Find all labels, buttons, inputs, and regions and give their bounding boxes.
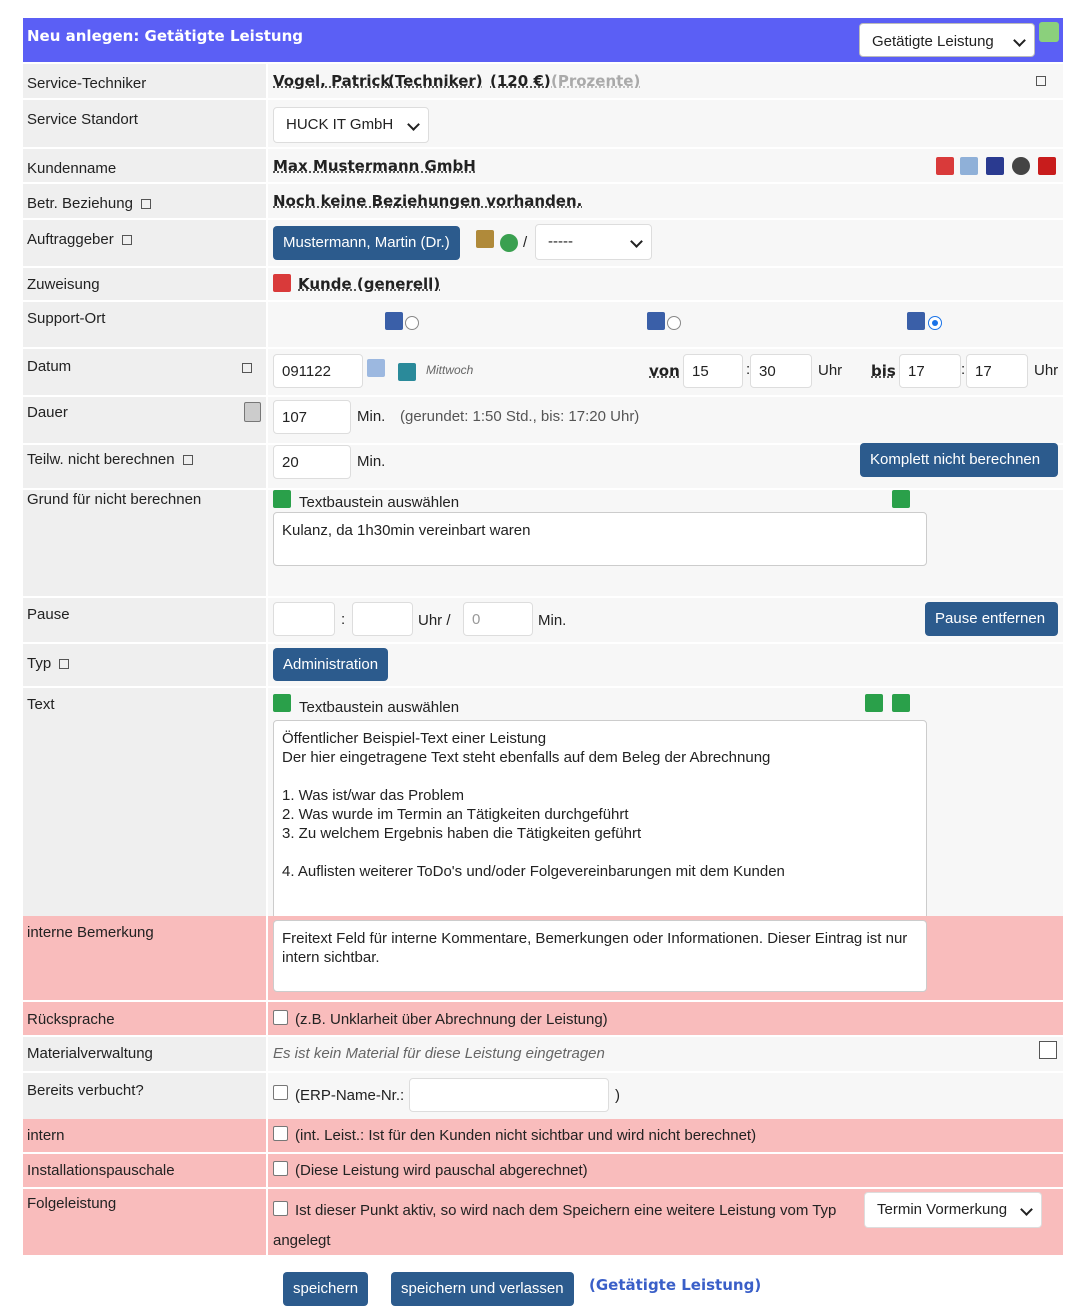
edit-icon[interactable] xyxy=(892,694,910,712)
support-ort-onsite-radio[interactable] xyxy=(667,316,681,330)
text-textbaustein[interactable]: Textbaustein auswählen xyxy=(299,699,460,716)
support-ort-remote-radio[interactable] xyxy=(928,316,942,330)
row-kunde xyxy=(23,149,1063,182)
dauer-input[interactable]: 107 xyxy=(273,400,351,434)
label-ruecksprache: Rücksprache xyxy=(27,1011,115,1028)
verbucht-checkbox[interactable] xyxy=(273,1085,288,1100)
interne-bemerkung-textarea[interactable]: Freitext Feld für interne Kommentare, Bemerkungen oder Informationen. Dieser Eintrag ist nur intern sichtbar. xyxy=(273,920,927,992)
bis-label: bis xyxy=(871,362,896,380)
label-text: Text xyxy=(27,696,55,713)
label-pause: Pause xyxy=(27,606,70,623)
address-book-icon[interactable] xyxy=(476,230,494,248)
verbucht-suffix: ) xyxy=(615,1087,620,1104)
von-label: von xyxy=(649,362,680,380)
label-interne-bemerkung: interne Bemerkung xyxy=(27,924,154,941)
folgeleistung-text2: angelegt xyxy=(273,1232,331,1249)
text-textarea[interactable]: Öffentlicher Beispiel-Text einer Leistung Der hier eingetragene Text steht ebenfalls auf dem Beleg der Abrechnung 1. Was ist/war das Problem 2. Was wurde im Termin an Tätigkeiten durchgeführt 3. Zu welchem Ergebnis haben die Tätigkeiten geführt 4. Auflisten weiterer ToDo's und/oder Folgevereinbarungen mit dem Kunden xyxy=(273,720,927,920)
check-icon[interactable] xyxy=(865,694,883,712)
row-datum xyxy=(23,349,1063,395)
edit-icon[interactable] xyxy=(892,490,910,508)
row-beziehung xyxy=(23,184,1063,218)
label-datum: Datum xyxy=(27,358,72,375)
label-teilw xyxy=(27,451,193,468)
collapse-icon[interactable] xyxy=(183,455,193,465)
auftraggeber-button[interactable]: Mustermann, Martin (Dr.) xyxy=(273,226,460,260)
pause-hour-input[interactable] xyxy=(273,602,335,636)
label-typ-text: Typ xyxy=(27,655,52,672)
row-typ xyxy=(23,644,1063,686)
collapse-icon[interactable] xyxy=(59,659,69,669)
expand-icon[interactable] xyxy=(242,363,252,373)
zuweisung-link[interactable]: Kunde (generell) xyxy=(298,275,441,293)
bis-uhr: Uhr xyxy=(1034,362,1059,379)
folgeleistung-text: Ist dieser Punkt aktiv, so wird nach dem Speichern eine weitere Leistung vom Typ xyxy=(295,1202,837,1219)
label-verbucht: Bereits verbucht? xyxy=(27,1082,144,1099)
verbucht-prefix: (ERP-Name-Nr.: xyxy=(295,1087,405,1104)
label-beziehung xyxy=(27,195,151,212)
row-pause xyxy=(23,598,1063,642)
settings-icon[interactable] xyxy=(1039,22,1059,42)
kunde-link[interactable]: Max Mustermann GmbH xyxy=(273,157,476,175)
label-intern: intern xyxy=(27,1127,65,1144)
calendar-icon[interactable] xyxy=(367,359,385,377)
grund-textbaustein[interactable]: Textbaustein auswählen xyxy=(299,494,460,511)
komplett-nicht-berechnen-button[interactable]: Komplett nicht berechnen xyxy=(860,443,1058,477)
support-ort-home-radio[interactable] xyxy=(405,316,419,330)
bis-minute-input[interactable]: 17 xyxy=(966,354,1028,388)
label-dauer: Dauer xyxy=(27,404,68,421)
ruecksprache-text: (z.B. Unklarheit über Abrechnung der Leistung) xyxy=(295,1011,608,1028)
calculator-icon[interactable] xyxy=(244,402,261,422)
techniker-role[interactable]: (Techniker) xyxy=(388,72,483,90)
erp-number-input[interactable] xyxy=(409,1078,609,1112)
teilw-unit: Min. xyxy=(357,453,386,470)
separator-slash: / xyxy=(523,234,528,251)
pause-entfernen-button[interactable]: Pause entfernen xyxy=(925,602,1058,636)
row-support-ort xyxy=(23,302,1063,347)
folgeleistung-select[interactable] xyxy=(864,1192,1042,1228)
pauschale-checkbox[interactable] xyxy=(273,1161,288,1176)
von-uhr: Uhr xyxy=(818,362,843,379)
von-hour-input[interactable]: 15 xyxy=(683,354,743,388)
weekday-text: Mittwoch xyxy=(426,363,474,377)
datum-input[interactable]: 091122 xyxy=(273,354,363,388)
grund-textarea[interactable]: Kulanz, da 1h30min vereinbart waren xyxy=(273,512,927,566)
textbaustein-icon[interactable] xyxy=(273,694,291,712)
chevron-down-icon xyxy=(407,118,420,131)
pause-minute-input[interactable] xyxy=(352,602,413,636)
leistung-form xyxy=(23,18,1063,1297)
calendar-icon[interactable] xyxy=(960,157,978,175)
chevron-down-icon xyxy=(630,235,643,248)
auftraggeber-select-value: ----- xyxy=(548,233,573,250)
standort-select[interactable] xyxy=(273,107,429,143)
row-teilw xyxy=(23,445,1063,488)
building-icon[interactable] xyxy=(1038,157,1056,175)
leistung-link[interactable]: (Getätigte Leistung) xyxy=(589,1276,762,1294)
label-folgeleistung: Folgeleistung xyxy=(27,1195,117,1212)
intern-checkbox[interactable] xyxy=(273,1126,288,1141)
label-standort: Service Standort xyxy=(27,111,138,128)
folgeleistung-select-value: Termin Vormerkung xyxy=(877,1201,1008,1218)
info-icon[interactable] xyxy=(986,157,1004,175)
row-standort xyxy=(23,100,1063,147)
type-select[interactable] xyxy=(859,23,1035,57)
label-kunde: Kundenname xyxy=(27,160,117,177)
techniker-rate[interactable]: (120 €) xyxy=(490,72,551,90)
label-pauschale: Installationspauschale xyxy=(27,1162,175,1179)
intern-text: (int. Leist.: Ist für den Kunden nicht sichtbar und wird nicht berechnet) xyxy=(295,1127,757,1144)
dauer-info: (gerundet: 1:50 Std., bis: 17:20 Uhr) xyxy=(400,408,640,425)
row-pauschale xyxy=(23,1154,1063,1187)
row-material xyxy=(23,1037,1063,1071)
row-techniker xyxy=(23,64,1063,98)
standort-select-value: HUCK IT GmbH xyxy=(286,116,394,133)
textbaustein-icon[interactable] xyxy=(273,490,291,508)
label-auftraggeber-text: Auftraggeber xyxy=(27,231,114,248)
beziehung-text[interactable]: Noch keine Beziehungen vorhanden. xyxy=(273,192,583,210)
label-zuweisung: Zuweisung xyxy=(27,276,100,293)
label-teilw-text: Teilw. nicht berechnen xyxy=(27,451,175,468)
row-text xyxy=(23,688,1063,932)
dauer-unit: Min. xyxy=(357,408,386,425)
form-header xyxy=(23,18,1063,62)
collapse-icon[interactable] xyxy=(122,235,132,245)
chevron-down-icon xyxy=(1013,34,1026,47)
row-interne-bemerkung xyxy=(23,916,1063,1000)
globe-icon[interactable] xyxy=(1012,157,1030,175)
car-icon xyxy=(647,312,665,330)
techniker-percent[interactable]: (Prozente) xyxy=(551,72,641,90)
row-intern xyxy=(23,1119,1063,1152)
save-and-leave-button[interactable]: speichern und verlassen xyxy=(391,1272,574,1306)
row-folgeleistung xyxy=(23,1189,1063,1255)
home-icon xyxy=(385,312,403,330)
row-dauer xyxy=(23,397,1063,443)
save-button[interactable]: speichern xyxy=(283,1272,368,1306)
von-colon: : xyxy=(746,361,751,378)
label-grund: Grund für nicht berechnen xyxy=(27,491,202,508)
customer-icon xyxy=(273,274,291,292)
label-techniker: Service-Techniker xyxy=(27,75,147,92)
label-typ xyxy=(27,655,69,672)
folgeleistung-checkbox[interactable] xyxy=(273,1201,288,1216)
row-grund xyxy=(23,490,1063,596)
teilw-input[interactable]: 20 xyxy=(273,445,351,479)
chevron-down-icon xyxy=(1020,1203,1033,1216)
contact-icon[interactable] xyxy=(936,157,954,175)
row-zuweisung xyxy=(23,268,1063,300)
material-text: Es ist kein Material für diese Leistung eingetragen xyxy=(273,1045,605,1062)
von-minute-input[interactable]: 30 xyxy=(750,354,812,388)
expand-icon[interactable] xyxy=(1036,76,1046,86)
row-auftraggeber xyxy=(23,220,1063,266)
bis-hour-input[interactable]: 17 xyxy=(899,354,961,388)
label-support-ort: Support-Ort xyxy=(27,310,106,327)
pause-colon: : xyxy=(341,611,346,628)
remote-icon xyxy=(907,312,925,330)
ruecksprache-checkbox[interactable] xyxy=(273,1010,288,1025)
pauschale-text: (Diese Leistung wird pauschal abgerechnet) xyxy=(295,1162,588,1179)
label-beziehung-text: Betr. Beziehung xyxy=(27,195,133,212)
type-select-value: Getätigte Leistung xyxy=(872,33,994,50)
pause-uhr: Uhr / xyxy=(418,612,451,629)
collapse-icon[interactable] xyxy=(141,199,151,209)
label-auftraggeber xyxy=(27,231,132,248)
row-ruecksprache xyxy=(23,1002,1063,1035)
pause-unit: Min. xyxy=(538,612,567,629)
bis-colon: : xyxy=(961,361,966,378)
auftraggeber-select[interactable] xyxy=(535,224,652,260)
label-material: Materialverwaltung xyxy=(27,1045,153,1062)
typ-button[interactable]: Administration xyxy=(273,648,388,681)
techniker-name[interactable]: Vogel, Patrick xyxy=(273,72,391,90)
form-title: Neu anlegen: Getätigte Leistung xyxy=(27,27,304,45)
24h-icon[interactable] xyxy=(398,363,416,381)
pause-min-input[interactable]: 0 xyxy=(463,602,533,636)
person-icon[interactable] xyxy=(500,234,518,252)
play-icon[interactable] xyxy=(1039,1041,1057,1059)
